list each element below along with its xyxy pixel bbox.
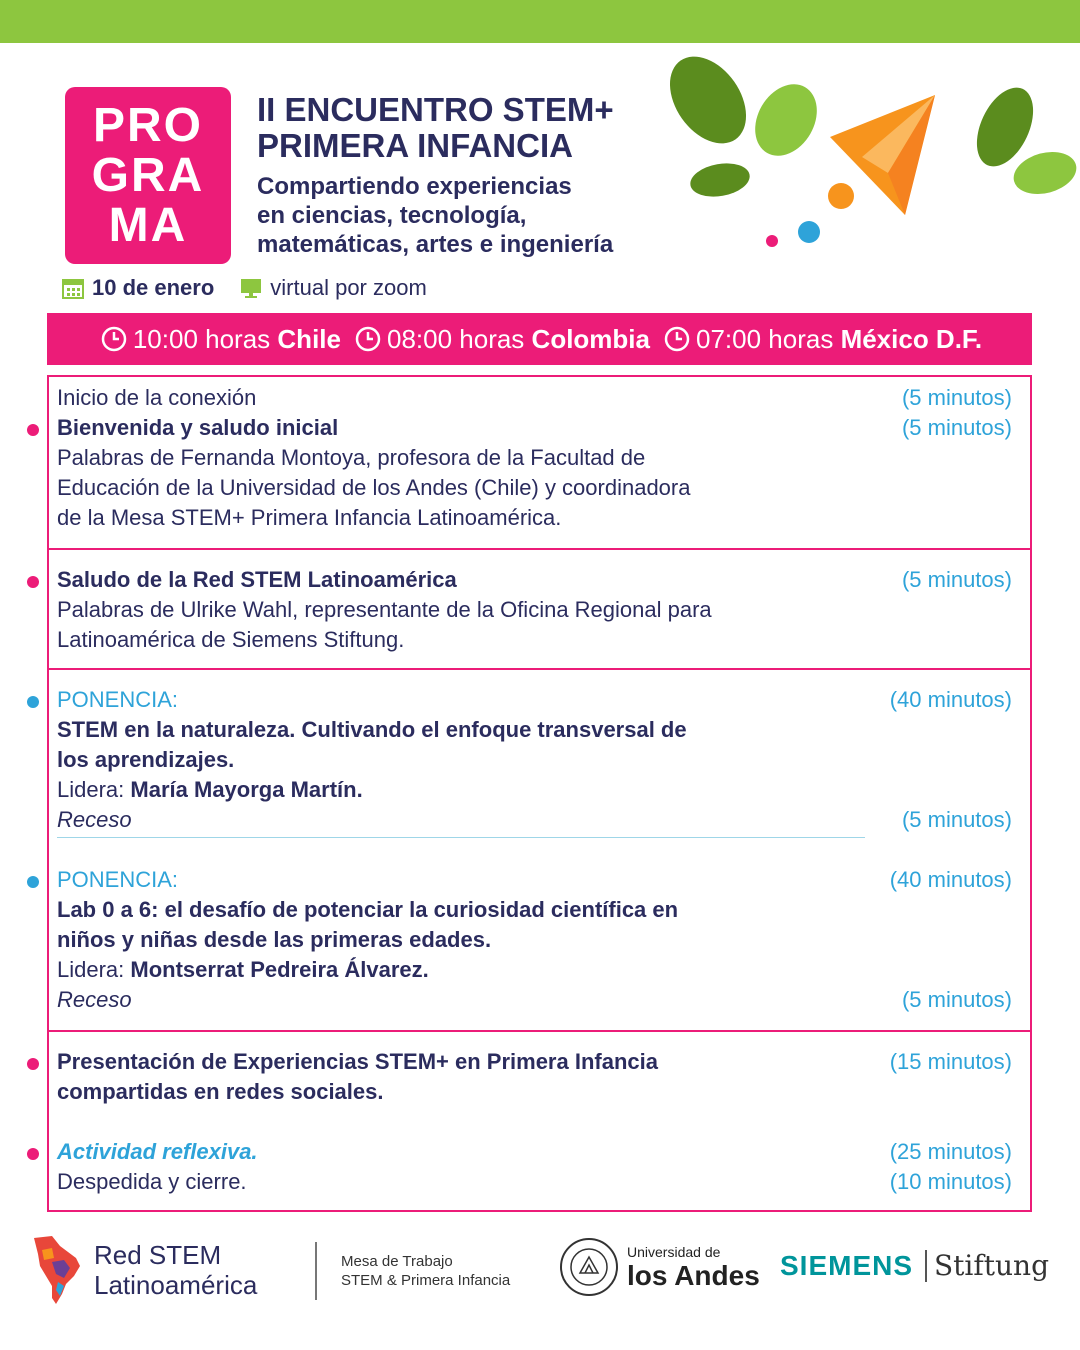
bullet-icon — [27, 1058, 39, 1070]
bullet-icon — [27, 1148, 39, 1160]
item-title: compartidas en redes sociales. — [57, 1079, 384, 1104]
logo-line: Latinoamérica — [94, 1270, 258, 1300]
schedule-row — [49, 624, 1030, 654]
item-title: Bienvenida y saludo inicial — [57, 415, 339, 440]
subtitle-line: Compartiendo experiencias — [257, 173, 572, 200]
item-title: niños y niñas desde las primeras edades. — [57, 927, 492, 952]
top-green-bar — [0, 0, 1080, 43]
bullet-icon — [27, 696, 39, 708]
schedule-block-ponencias — [49, 668, 1030, 1030]
item-duration: (25 minutos) — [889, 1139, 1012, 1164]
item-duration: (5 minutos) — [901, 807, 1012, 832]
leaves-plane-illustration — [660, 55, 1080, 255]
subtitle-line: en ciencias, tecnología, — [257, 202, 527, 229]
clock-icon — [664, 326, 690, 352]
divider — [315, 1242, 317, 1300]
item-title: Actividad reflexiva. — [57, 1139, 258, 1164]
schedule-row — [49, 1046, 1030, 1076]
programa-badge — [65, 87, 231, 264]
logo-line: Mesa de Trabajo — [341, 1253, 453, 1270]
schedule-row — [49, 804, 1030, 834]
time-chile: 10:00 horas — [132, 323, 271, 354]
leader-name: Montserrat Pedreira Álvarez. — [130, 957, 429, 982]
red-stem-logo-text — [94, 1240, 257, 1300]
schedule-row — [49, 864, 1030, 894]
item-duration: (10 minutos) — [889, 1169, 1012, 1194]
divider — [925, 1250, 927, 1282]
time-mexico: 07:00 horas — [696, 323, 834, 354]
subtitle-line: matemáticas, artes e ingeniería — [257, 231, 614, 258]
leaf-icon — [1009, 145, 1080, 200]
uandes-seal-icon — [558, 1227, 620, 1307]
title-line: PRIMERA INFANCIA — [257, 127, 573, 164]
item-duration: (5 minutos) — [901, 415, 1012, 440]
item-duration: (5 minutos) — [901, 385, 1012, 410]
schedule-row — [49, 1076, 1030, 1106]
item-title: Lab 0 a 6: el desafío de potenciar la curiosidad científica en — [57, 897, 679, 922]
leaf-icon — [660, 55, 762, 158]
item-label: PONENCIA: — [57, 867, 179, 892]
event-date: 10 de enero — [92, 275, 215, 300]
schedule-row — [49, 954, 1030, 984]
schedule-block-closing — [49, 1030, 1030, 1210]
logo-line: Red STEM — [94, 1240, 222, 1270]
event-title — [257, 92, 614, 164]
bullet-icon — [27, 576, 39, 588]
badge-line: PRO — [92, 98, 203, 152]
schedule-row — [49, 714, 1030, 744]
item-duration: (40 minutos) — [889, 867, 1012, 892]
dot-icon — [766, 235, 778, 247]
receso-text: Receso — [57, 987, 132, 1012]
clock-icon — [101, 326, 127, 352]
calendar-icon — [62, 277, 84, 299]
item-label: PONENCIA: — [57, 687, 179, 712]
item-title: los aprendizajes. — [57, 747, 235, 772]
leader-name: María Mayorga Martín. — [130, 777, 363, 802]
item-duration: (5 minutos) — [901, 567, 1012, 592]
schedule-row — [49, 412, 1030, 442]
schedule-row — [49, 442, 1030, 472]
item-duration: (40 minutos) — [889, 687, 1012, 712]
schedule-row — [49, 924, 1030, 954]
event-modality: virtual por zoom — [270, 275, 427, 300]
dot-icon — [828, 183, 854, 209]
schedule-block-welcome — [49, 377, 1030, 548]
item-text: Palabras de Ulrike Wahl, representante de la Oficina Regional para — [57, 597, 712, 622]
item-text: de la Mesa STEM+ Primera Infancia Latinoamérica. — [57, 505, 562, 530]
event-subtitle — [257, 172, 697, 259]
place-colombia: Colombia — [531, 323, 650, 354]
item-duration: (5 minutos) — [901, 987, 1012, 1012]
lidera-label: Lidera: — [57, 777, 125, 802]
item-text: Educación de la Universidad de los Andes (Chile) y coordinadora — [57, 475, 691, 500]
leaf-icon — [688, 159, 753, 201]
schedule-block-red-stem — [49, 548, 1030, 668]
uandes-big-text: los Andes — [627, 1260, 760, 1291]
badge-line: GRA — [91, 148, 205, 202]
item-title: Presentación de Experiencias STEM+ en Primera Infancia — [57, 1049, 658, 1074]
leaf-icon — [743, 73, 829, 167]
uandes-small-text: Universidad de — [627, 1244, 721, 1260]
item-text: Inicio de la conexión — [57, 385, 257, 410]
item-text — [57, 778, 363, 802]
monitor-icon — [240, 277, 262, 299]
schedule-row — [49, 1136, 1030, 1166]
date-row — [62, 273, 427, 303]
schedule-row — [49, 502, 1030, 532]
schedule-row — [49, 1166, 1030, 1196]
time-zones-bar — [47, 313, 1032, 365]
clock-icon — [355, 326, 381, 352]
lidera-label: Lidera: — [57, 957, 125, 982]
logo-line: STEM & Primera Infancia — [341, 1272, 511, 1289]
schedule-row — [49, 894, 1030, 924]
place-chile: Chile — [277, 323, 341, 354]
item-text: Palabras de Fernanda Montoya, profesora de la Facultad de — [57, 445, 646, 470]
schedule-row — [49, 774, 1030, 804]
item-text — [57, 958, 429, 982]
mesa-trabajo-text — [341, 1252, 510, 1290]
time-colombia: 08:00 horas — [386, 323, 525, 354]
schedule-row — [49, 564, 1030, 594]
item-text: Latinoamérica de Siemens Stiftung. — [57, 627, 405, 652]
stiftung-logo: Stiftung — [934, 1249, 1049, 1282]
item-title: Saludo de la Red STEM Latinoamérica — [57, 567, 457, 592]
schedule-table — [47, 375, 1032, 1212]
bullet-icon — [27, 876, 39, 888]
item-duration: (15 minutos) — [889, 1049, 1012, 1074]
item-title: STEM en la naturaleza. Cultivando el enfoque transversal de — [57, 717, 687, 742]
schedule-row — [49, 472, 1030, 502]
footer-logos — [0, 1222, 1080, 1322]
latam-map-icon — [30, 1232, 85, 1307]
badge-line: MA — [108, 198, 188, 252]
receso-text: Receso — [57, 807, 132, 832]
schedule-row — [49, 744, 1030, 774]
schedule-row — [49, 594, 1030, 624]
place-mexico: México D.F. — [840, 323, 983, 354]
item-text: Despedida y cierre. — [57, 1169, 247, 1194]
schedule-row — [49, 984, 1030, 1014]
siemens-logo: SIEMENS — [780, 1250, 914, 1281]
title-line: II ENCUENTRO STEM+ — [257, 91, 614, 128]
schedule-row — [49, 382, 1030, 412]
separator-line — [57, 837, 865, 838]
schedule-row — [49, 684, 1030, 714]
bullet-icon — [27, 424, 39, 436]
dot-icon — [798, 221, 820, 243]
